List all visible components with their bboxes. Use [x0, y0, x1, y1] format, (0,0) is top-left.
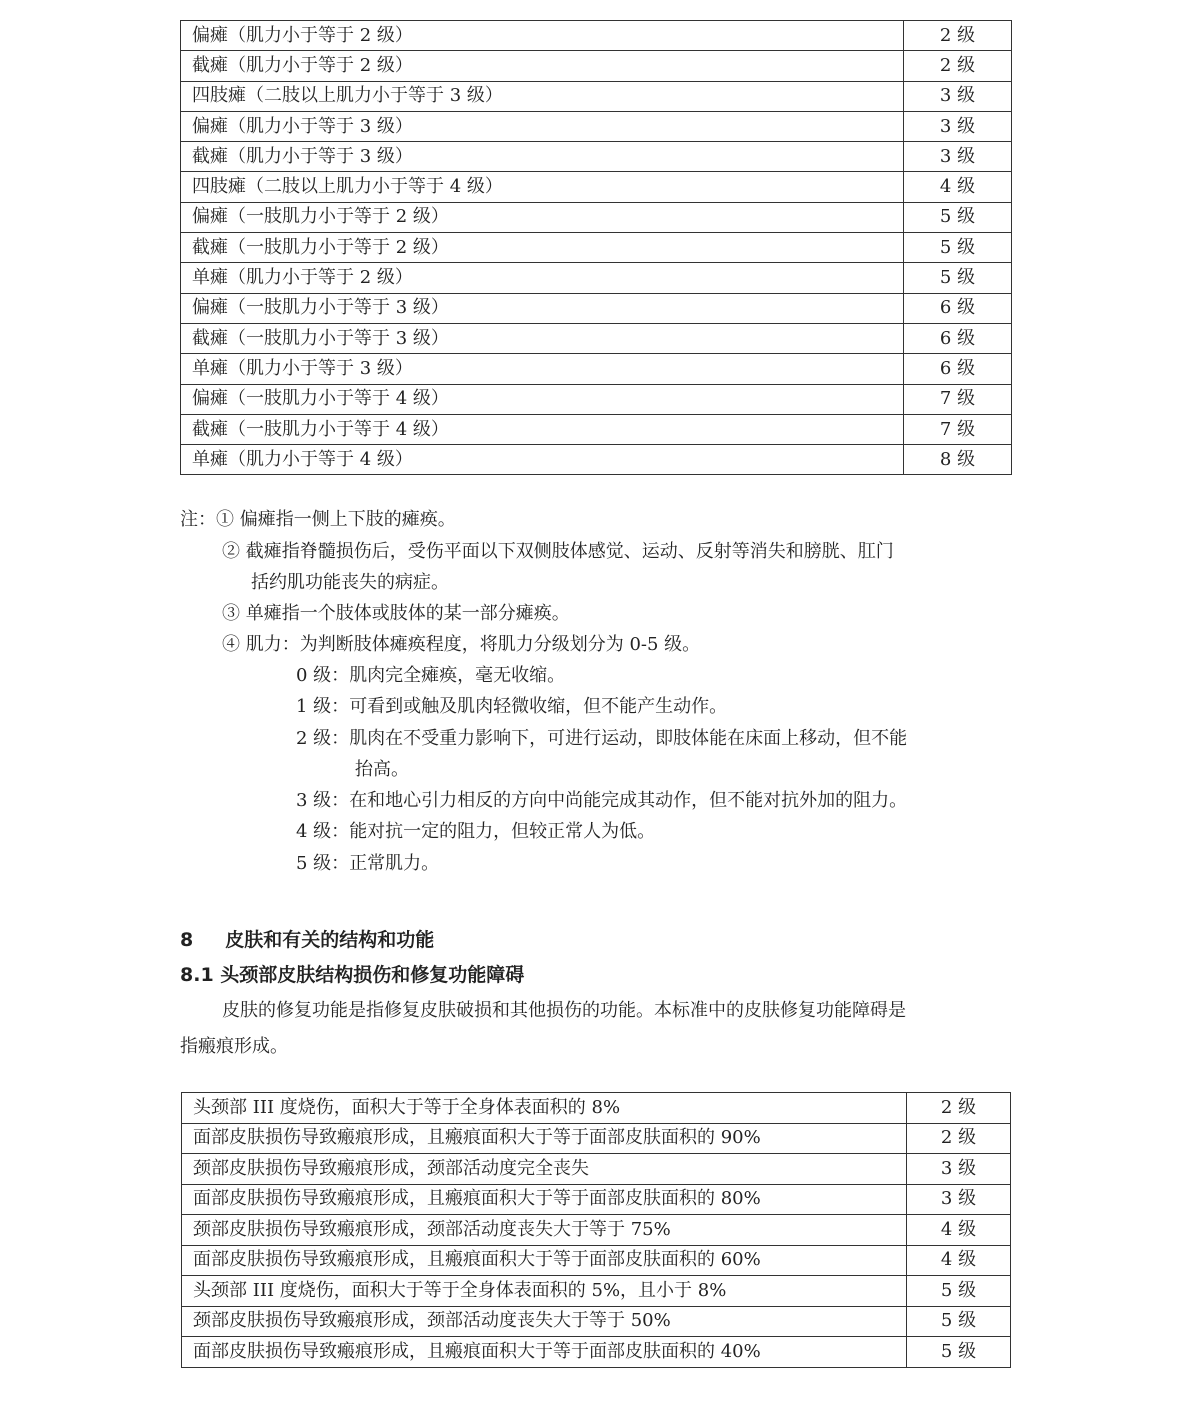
muscle-grade-label: 0 级： — [296, 665, 350, 686]
note-1 — [180, 510, 456, 530]
section-8-1-paragraph-line1: 皮肤的修复功能是指修复皮肤破损和其他损伤的功能。本标准中的皮肤修复功能障碍是 — [222, 1000, 906, 1021]
note-text: 偏瘫指一侧上下肢的瘫痪。 — [239, 509, 456, 530]
section-title: 皮肤和有关的结构和功能 — [225, 929, 435, 951]
table-row — [181, 293, 1012, 323]
grade-cell: 3 级 — [904, 81, 1012, 111]
section-8-heading — [180, 925, 434, 952]
condition-cell: 单瘫（肌力小于等于 2 级） — [181, 263, 904, 293]
muscle-grade-5 — [296, 854, 439, 874]
grade-cell: 2 级 — [904, 21, 1012, 51]
grade-cell: 6 级 — [904, 293, 1012, 323]
note-text: 肌力：为判断肢体瘫痪程度，将肌力分级划分为 0-5 级。 — [245, 634, 701, 655]
table-row — [182, 1306, 1011, 1337]
table-row — [181, 384, 1012, 414]
condition-cell: 面部皮肤损伤导致瘢痕形成，且瘢痕面积大于等于面部皮肤面积的 60% — [182, 1245, 907, 1276]
grade-cell: 3 级 — [907, 1154, 1011, 1185]
note-marker: ② — [222, 541, 240, 562]
condition-cell: 面部皮肤损伤导致瘢痕形成，且瘢痕面积大于等于面部皮肤面积的 40% — [182, 1337, 907, 1368]
section-8-1-heading: 8.1 头颈部皮肤结构损伤和修复功能障碍 — [180, 964, 525, 986]
grade-cell: 4 级 — [904, 172, 1012, 202]
note-text: 单瘫指一个肢体或肢体的某一部分瘫痪。 — [245, 603, 570, 624]
muscle-grade-label: 5 级： — [296, 853, 350, 874]
table-row — [181, 21, 1012, 51]
condition-cell: 颈部皮肤损伤导致瘢痕形成，颈部活动度丧失大于等于 75% — [182, 1215, 907, 1246]
note-2-continued: 括约肌功能丧失的病症。 — [251, 572, 449, 593]
note-marker: ① — [216, 509, 234, 530]
grade-cell: 4 级 — [907, 1215, 1011, 1246]
note-marker: ③ — [222, 603, 240, 624]
table-row — [181, 81, 1012, 111]
table-row — [181, 414, 1012, 444]
grade-cell: 7 级 — [904, 414, 1012, 444]
condition-cell: 四肢瘫（二肢以上肌力小于等于 3 级） — [181, 81, 904, 111]
grade-cell: 6 级 — [904, 323, 1012, 353]
condition-cell: 颈部皮肤损伤导致瘢痕形成，颈部活动度丧失大于等于 50% — [182, 1306, 907, 1337]
table-row — [182, 1154, 1011, 1185]
note-2 — [222, 542, 894, 562]
section-8-1-paragraph-line2: 指瘢痕形成。 — [180, 1036, 288, 1057]
table-row — [181, 263, 1012, 293]
section-number: 8 — [180, 929, 194, 951]
condition-cell: 偏瘫（一肢肌力小于等于 3 级） — [181, 293, 904, 323]
condition-cell: 截瘫（一肢肌力小于等于 4 级） — [181, 414, 904, 444]
condition-cell: 偏瘫（肌力小于等于 3 级） — [181, 111, 904, 141]
condition-cell: 截瘫（肌力小于等于 2 级） — [181, 51, 904, 81]
muscle-grade-text: 肌肉完全瘫痪，毫无收缩。 — [349, 665, 566, 686]
condition-cell: 四肢瘫（二肢以上肌力小于等于 4 级） — [181, 172, 904, 202]
paralysis-grade-table — [180, 20, 1012, 475]
condition-cell: 头颈部 III 度烧伤，面积大于等于全身体表面积的 8% — [182, 1093, 907, 1124]
condition-cell: 偏瘫（一肢肌力小于等于 4 级） — [181, 384, 904, 414]
grade-cell: 5 级 — [907, 1276, 1011, 1307]
grade-cell: 2 级 — [907, 1123, 1011, 1154]
muscle-grade-label: 2 级： — [296, 728, 350, 749]
table-row — [182, 1123, 1011, 1154]
condition-cell: 单瘫（肌力小于等于 4 级） — [181, 445, 904, 475]
grade-cell: 7 级 — [904, 384, 1012, 414]
table-row — [182, 1337, 1011, 1368]
muscle-grade-label: 3 级： — [296, 790, 350, 811]
grade-cell: 5 级 — [904, 202, 1012, 232]
table-row — [181, 445, 1012, 475]
muscle-grade-text: 肌肉在不受重力影响下，可进行运动，即肢体能在床面上移动，但不能 — [349, 728, 908, 749]
grade-cell: 6 级 — [904, 354, 1012, 384]
table-row — [181, 323, 1012, 353]
muscle-grade-text: 正常肌力。 — [349, 853, 440, 874]
muscle-grade-text: 能对抗一定的阻力，但较正常人为低。 — [349, 821, 656, 842]
note-3 — [222, 604, 570, 624]
table-row — [181, 142, 1012, 172]
head-neck-skin-grade-table — [181, 1092, 1011, 1368]
condition-cell: 截瘫（肌力小于等于 3 级） — [181, 142, 904, 172]
grade-cell: 3 级 — [904, 111, 1012, 141]
grade-cell: 3 级 — [907, 1184, 1011, 1215]
grade-cell: 2 级 — [907, 1093, 1011, 1124]
condition-cell: 面部皮肤损伤导致瘢痕形成，且瘢痕面积大于等于面部皮肤面积的 80% — [182, 1184, 907, 1215]
note-4 — [222, 635, 700, 655]
table-row — [182, 1276, 1011, 1307]
note-text: 截瘫指脊髓损伤后，受伤平面以下双侧肢体感觉、运动、反射等消失和膀胱、肛门 — [245, 541, 894, 562]
muscle-grade-text: 可看到或触及肌肉轻微收缩，但不能产生动作。 — [349, 696, 728, 717]
muscle-grade-3 — [296, 791, 907, 811]
muscle-grade-0 — [296, 666, 565, 686]
table-row — [181, 233, 1012, 263]
muscle-grade-2-continued: 抬高。 — [355, 759, 409, 780]
grade-cell: 3 级 — [904, 142, 1012, 172]
muscle-grade-2 — [296, 729, 907, 749]
table-row — [181, 354, 1012, 384]
condition-cell: 单瘫（肌力小于等于 3 级） — [181, 354, 904, 384]
table-row — [181, 172, 1012, 202]
muscle-grade-1 — [296, 697, 727, 717]
grade-cell: 5 级 — [907, 1306, 1011, 1337]
condition-cell: 颈部皮肤损伤导致瘢痕形成，颈部活动度完全丧失 — [182, 1154, 907, 1185]
note-label: 注： — [180, 509, 216, 530]
muscle-grade-4 — [296, 822, 655, 842]
grade-cell: 8 级 — [904, 445, 1012, 475]
condition-cell: 偏瘫（肌力小于等于 2 级） — [181, 21, 904, 51]
grade-cell: 2 级 — [904, 51, 1012, 81]
condition-cell: 偏瘫（一肢肌力小于等于 2 级） — [181, 202, 904, 232]
muscle-grade-label: 1 级： — [296, 696, 350, 717]
grade-cell: 5 级 — [904, 263, 1012, 293]
condition-cell: 头颈部 III 度烧伤，面积大于等于全身体表面积的 5%，且小于 8% — [182, 1276, 907, 1307]
table-row — [181, 111, 1012, 141]
table-row — [182, 1093, 1011, 1124]
table-row — [182, 1245, 1011, 1276]
grade-cell: 5 级 — [904, 233, 1012, 263]
note-marker: ④ — [222, 634, 240, 655]
muscle-grade-label: 4 级： — [296, 821, 350, 842]
condition-cell: 截瘫（一肢肌力小于等于 2 级） — [181, 233, 904, 263]
condition-cell: 截瘫（一肢肌力小于等于 3 级） — [181, 323, 904, 353]
table-row — [181, 51, 1012, 81]
muscle-grade-text: 在和地心引力相反的方向中尚能完成其动作，但不能对抗外加的阻力。 — [349, 790, 908, 811]
table-row — [182, 1215, 1011, 1246]
condition-cell: 面部皮肤损伤导致瘢痕形成，且瘢痕面积大于等于面部皮肤面积的 90% — [182, 1123, 907, 1154]
table-row — [182, 1184, 1011, 1215]
grade-cell: 4 级 — [907, 1245, 1011, 1276]
grade-cell: 5 级 — [907, 1337, 1011, 1368]
table-row — [181, 202, 1012, 232]
